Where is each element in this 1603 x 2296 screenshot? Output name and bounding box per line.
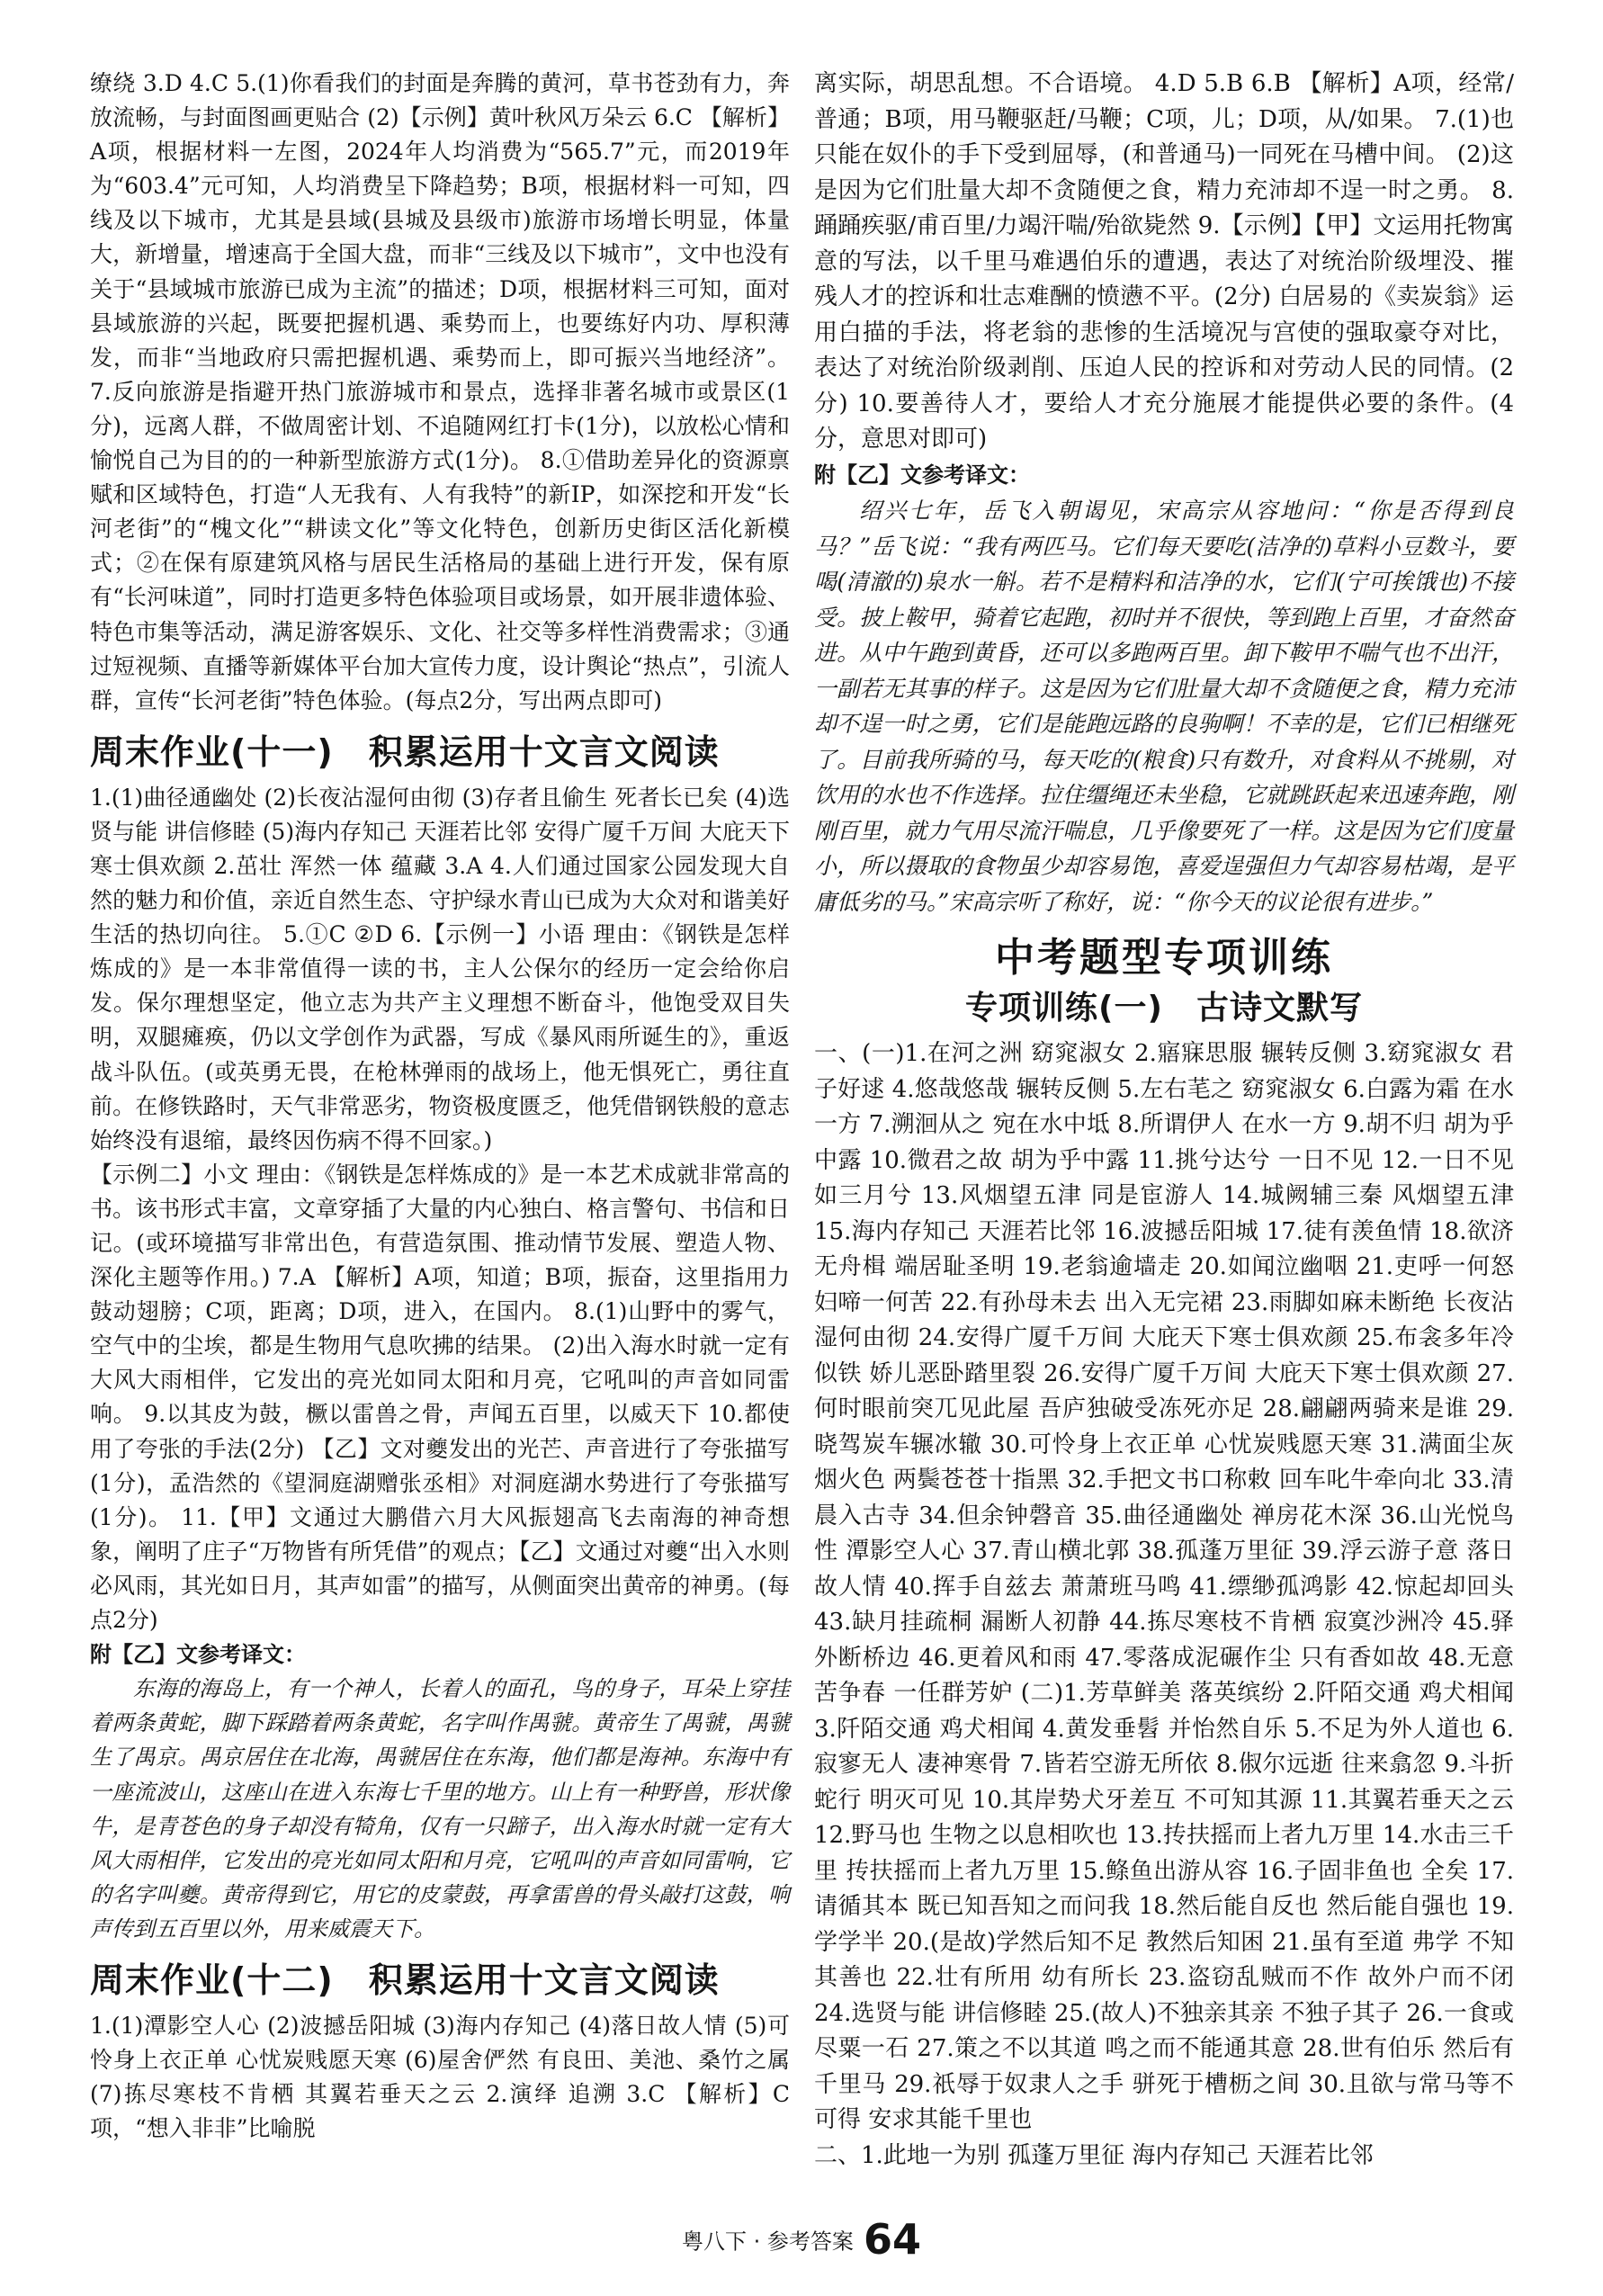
answer-block-3: 【示例二】小文 理由：《钢铁是怎样炼成的》是一本艺术成就非常高的书。该书形式丰富，文章穿插了大量的内心独白、格言警句、书信和日记。(或环境描写非常出色，有营造氛围、推动情节发展、塑造人物、深化主题等作用。) 7.A 【解析】A项，知道；B项，振奋，这里指用力鼓动翅膀；C项，距离；D项，进入，在国内。 8.(1)山野中的雾气，空气中的尘埃，都是生物用气息吹拂的结果。 (2)出入海水时就一定有大风大雨相伴，它发出的亮光如同太阳和月亮，它吼叫的声音如同雷响。 9.以其皮为鼓，橛以雷兽之骨，声闻五百里，以威天下 10.都使用了夸张的手法(2分) 【乙】文对夔发出的光芒、声音进行了夸张描写(1分)，孟浩然的《望洞庭湖赠张丞相》对洞庭湖水势进行了夸张描写(1分)。 11.【甲】文通过大鹏借六月大风振翅高飞去南海的神奇想象，阐明了庄子“万物皆有所凭借”的观点；【乙】文通过对夔“出入水则必风雨，其光如日月，其声如雷”的描写，从侧面突出黄帝的神勇。(每点2分) (90, 1161, 790, 1634)
answer-block-5: 离实际，胡思乱想。不合语境。 4.D 5.B 6.B 【解析】A项，经常/普通；B项，用马鞭驱赶/马鞭；C项，儿；D项，从/如果。 7.(1)也只能在奴仆的手下受到屈辱，(和普通马)一同死在马槽中间。 (2)这是因为它们肚量大却不贪随便之食，精力充沛却不逞一时之勇。 8.踊踊疾驱/甫百里/力竭汗喘/殆欲毙然 9.【示例】【甲】文运用托物寓意的写法，以千里马难遇伯乐的遭遇，表达了对统治阶级埋没、摧残人才的控诉和壮志难酬的愤懑不平。(2分) 白居易的《卖炭翁》运用白描的手法，将老翁的悲惨的生活境况与宫使的强取豪夺对比，表达了对统治阶级剥削、压迫人民的控诉和对劳动人民的同情。(2分) 10.要善待人才，要给人才充分施展才能提供必要的条件。(4分，意思对即可) (814, 70, 1514, 453)
answer-block-4: 1.(1)潭影空人心 (2)波撼岳阳城 (3)海内存知己 (4)落日故人情 (5)可怜身上衣正单 心忧炭贱愿天寒 (6)屋舍俨然 有良田、美池、桑竹之属 (7)拣尽寒枝不肯栖 其翼若垂天之云 2.演绎 追溯 3.C 【解析】C项，“想入非非”比喻脱 (90, 2012, 790, 2142)
appendix-label-left: 附【乙】文参考译文： (90, 1642, 306, 1668)
subsection-title-training-1: 专项训练(一) 古诗文默写 (965, 990, 1363, 1027)
section-title-weekend-12: 周末作业(十二) 积累运用十文言文阅读 (90, 1960, 720, 2000)
footer-label: 粤八下 · 参考答案 (682, 2229, 854, 2255)
appendix-label-right: 附【乙】文参考译文： (814, 462, 1030, 488)
translation-left: 东海的海岛上，有一个神人，长着人的面孔，鸟的身子，耳朵上穿挂着两条黄蛇，脚下踩踏着两条黄蛇，名字叫作禺虢。黄帝生了禺虢，禺虢生了禺京。禺京居住在北海，禺虢居住在东海，他们都是海神。东海中有一座流波山，这座山在进入东海七千里的地方。山上有一种野兽，形状像牛，是青苍色的身子却没有犄角，仅有一只蹄子，出入海水时就一定有大风大雨相伴，它发出的亮光如同太阳和月亮，它吼叫的声音如同雷响，它的名字叫夔。黄帝得到它，用它的皮蒙鼓，再拿雷兽的骨头敲打这鼓，响声传到五百里以外，用来威震天下。 (90, 1676, 790, 1942)
page-footer (0, 2215, 1603, 2264)
left-column (90, 67, 790, 2146)
answer-block-2: 1.(1)曲径通幽处 (2)长夜沾湿何由彻 (3)存者且偷生 死者长已矣 (4)选贤与能 讲信修睦 (5)海内存知己 天涯若比邻 安得广厦千万间 大庇天下寒士俱欢颜 2.茁壮 浑然一体 蕴藏 3.A 4.人们通过国家公园发现大自然的魅力和价值，亲近自然生态、守护绿水青山已成为大众对和谐美好生活的热切向往。 5.①C ②D 6.【示例一】小语 理由：《钢铁是怎样炼成的》是一本非常值得一读的书，主人公保尔的经历一定会给你启发。保尔理想坚定，他立志为共产主义理想不断奋斗，他饱受双目失明，双腿瘫痪，仍以文学创作为武器，写成《暴风雨所诞生的》，重返战斗队伍。(或英勇无畏，在枪林弹雨的战场上，他无惧死亡，勇往直前。在修铁路时，天气非常恶劣，物资极度匮乏，他凭借钢铁般的意志始终没有退缩，最终因伤病不得不回家。) (90, 784, 790, 1153)
page-number: 64 (863, 2215, 921, 2264)
right-column (814, 67, 1514, 2174)
answer-block-1: 缭绕 3.D 4.C 5.(1)你看我们的封面是奔腾的黄河，草书苍劲有力，奔放流畅，与封面图画更贴合 (2)【示例】黄叶秋风万朵云 6.C 【解析】A项，根据材料一左图，2024年人均消费为“565.7”元，而2019年为“603.4”元可知，人均消费呈下降趋势；B项，根据材料一可知，四线及以下城市，尤其是县域(县城及县级市)旅游市场增长明显，体量大，新增量，增速高于全国大盘，而非“三线及以下城市”，文中也没有关于“县域城市旅游已成为主流”的描述；D项，根据材料三可知，面对县域旅游的兴起，既要把握机遇、乘势而上，也要练好内功、厚积薄发，而非“当地政府只需把握机遇、乘势而上，即可振兴当地经济”。 7.反向旅游是指避开热门旅游城市和景点，选择非著名城市或景区(1分)，远离人群，不做周密计划、不追随网红打卡(1分)，以放松心情和愉悦自己为目的的一种新型旅游方式(1分)。 8.①借助差异化的资源禀赋和区域特色，打造“人无我有、人有我特”的新IP，如深挖和开发“长河老街”的“槐文化”“耕读文化”等文化特色，创新历史街区活化新模式；②在保有原建筑风格与居民生活格局的基础上进行开发，保有原有“长河味道”，同时打造更多特色体验项目或场景，如开展非遗体验、特色市集等活动，满足游客娱乐、文化、社交等多样性消费需求；③通过短视频、直播等新媒体平台加大宣传力度，设计舆论“热点”，引流人群，宣传“长河老街”特色体验。(每点2分，写出两点即可) (90, 70, 790, 713)
section-title-zhongkao: 中考题型专项训练 (995, 935, 1333, 981)
answer-block-6: 一、(一)1.在河之洲 窈窕淑女 2.寤寐思服 辗转反侧 3.窈窕淑女 君子好逑 4.悠哉悠哉 辗转反侧 5.左右芼之 窈窕淑女 6.白露为霜 在水一方 7.溯洄从之 宛在水中坻 8.所谓伊人 在水一方 9.胡不归 胡为乎中露 10.微君之故 胡为乎中露 11.挑兮达兮 一日不见 12.一日不见 如三月兮 13.风烟望五津 同是宦游人 14.城阙辅三秦 风烟望五津 15.海内存知己 天涯若比邻 16.波撼岳阳城 17.徒有羡鱼情 18.欲济无舟楫 端居耻圣明 19.老翁逾墙走 20.如闻泣幽咽 21.吏呼一何怒 妇啼一何苦 22.有孙母未去 出入无完裙 23.雨脚如麻未断绝 长夜沾湿何由彻 24.安得广厦千万间 大庇天下寒士俱欢颜 25.布衾多年冷似铁 娇儿恶卧踏里裂 26.安得广厦千万间 大庇天下寒士俱欢颜 27.何时眼前突兀见此屋 吾庐独破受冻死亦足 28.翩翩两骑来是谁 29.晓驾炭车辗冰辙 30.可怜身上衣正单 心忧炭贱愿天寒 31.满面尘灰烟火色 两鬓苍苍十指黑 32.手把文书口称敕 回车叱牛牵向北 33.清晨入古寺 34.但余钟磬音 35.曲径通幽处 禅房花木深 36.山光悦鸟性 潭影空人心 37.青山横北郭 38.孤蓬万里征 39.浮云游子意 落日故人情 40.挥手自兹去 萧萧班马鸣 41.缥缈孤鸿影 42.惊起却回头 43.缺月挂疏桐 漏断人初静 44.拣尽寒枝不肯栖 寂寞沙洲冷 45.驿外断桥边 46.更着风和雨 47.零落成泥碾作尘 只有香如故 48.无意苦争春 一任群芳妒 (二)1.芳草鲜美 落英缤纷 2.阡陌交通 鸡犬相闻 3.阡陌交通 鸡犬相闻 4.黄发垂髫 并怡然自乐 5.不足为外人道也 6.寂寥无人 凄神寒骨 7.皆若空游无所依 8.俶尔远逝 往来翕忽 9.斗折蛇行 明灭可见 10.其岸势犬牙差互 不可知其源 11.其翼若垂天之云 12.野马也 生物之以息相吹也 13.抟扶摇而上者九万里 14.水击三千里 抟扶摇而上者九万里 15.鲦鱼出游从容 16.子固非鱼也 全矣 17.请循其本 既已知吾知之而问我 18.然后能自反也 然后能自强也 19.学学半 20.(是故)学然后知不足 教然后知困 21.虽有至道 弗学 不知其善也 22.壮有所用 幼有所长 23.盗窃乱贼而不作 故外户而不闭 24.选贤与能 讲信修睦 25.(故人)不独亲其亲 不独子其子 26.一食或尽粟一石 27.策之不以其道 鸣之而不能通其意 28.世有伯乐 然后有千里马 29.祇辱于奴隶人之手 骈死于槽枥之间 30.且欲与常马等不可得 安求其能千里也 (814, 1040, 1514, 2133)
answer-block-7: 二、1.此地一为别 孤蓬万里征 海内存知己 天涯若比邻 (814, 2141, 1374, 2169)
translation-right: 绍兴七年，岳飞入朝谒见，宋高宗从容地问：“你是否得到良马？”岳飞说：“我有两匹马。它们每天要吃(洁净的)草料小豆数斗，要喝(清澈的)泉水一斛。若不是精料和洁净的水，它们(宁可挨饿也)不接受。披上鞍甲，骑着它起跑，初时并不很快，等到跑上百里，才奋然奋进。从中午跑到黄昏，还可以多跑两百里。卸下鞍甲不喘气也不出汗，一副若无其事的样子。这是因为它们肚量大却不贪随便之食，精力充沛却不逞一时之勇，它们是能跑远路的良驹啊！不幸的是，它们已相继死了。目前我所骑的马，每天吃的(粮食)只有数升，对食料从不挑剔，对饮用的水也不作选择。拉住缰绳还未坐稳，它就跳跃起来迅速奔跑，刚刚百里，就力气用尽流汗喘息，几乎像要死了一样。这是因为它们度量小，所以摄取的食物虽少却容易饱，喜爱逞强但力气却容易枯竭，是平庸低劣的马。”宋高宗听了称好，说：“你今天的议论很有进步。” (814, 498, 1514, 915)
section-title-weekend-11: 周末作业(十一) 积累运用十文言文阅读 (90, 731, 720, 772)
